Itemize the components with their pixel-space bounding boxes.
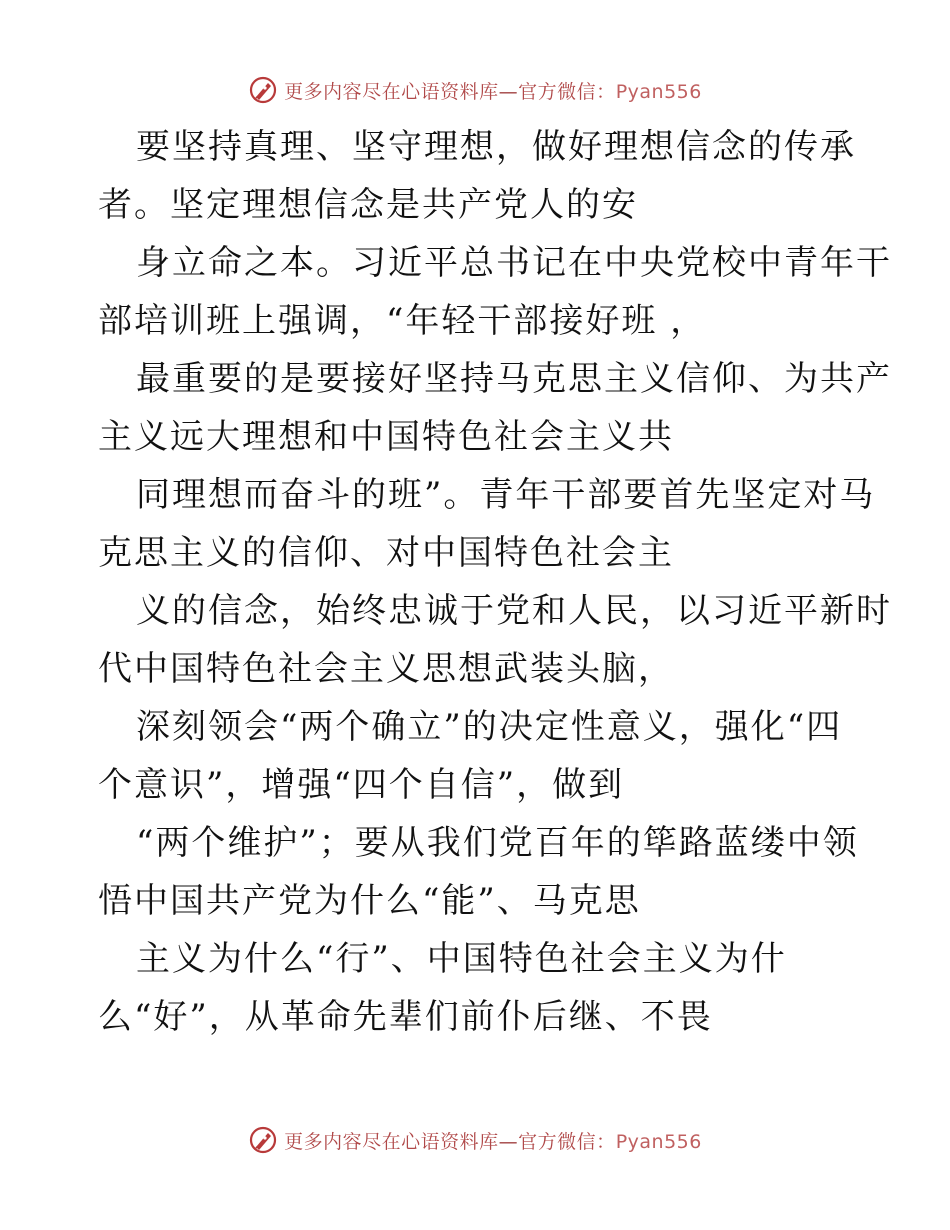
footer-banner — [0, 1120, 950, 1160]
footer-banner-text — [284, 1127, 702, 1154]
body-line: 克思主义的信仰、对中国特色社会主 — [98, 533, 674, 573]
header-banner — [0, 70, 950, 110]
body-line: 义的信念，始终忠诚于党和人民，以习近平新时 — [136, 591, 892, 631]
header-dash: — — [498, 80, 519, 103]
body-line: 么“好”，从革命先辈们前仆后继、不畏 — [98, 997, 713, 1037]
footer-banner-inner — [248, 1125, 702, 1155]
header-wechat-id: Pyan556 — [615, 80, 702, 103]
header-wechat-label: 官方微信： — [518, 80, 616, 103]
header-banner-inner — [248, 75, 702, 105]
body-line: 悟中国共产党为什么“能”、马克思 — [98, 881, 641, 921]
body-line: 主义为什么“行”、中国特色社会主义为什 — [136, 939, 787, 979]
body-line: 者。坚定理想信念是共产党人的安 — [98, 185, 638, 225]
body-line: 主义远大理想和中国特色社会主义共 — [98, 417, 674, 457]
pen-nib-logo-icon — [248, 1125, 278, 1155]
footer-dash: — — [498, 1130, 519, 1153]
footer-wechat-id: Pyan556 — [615, 1130, 702, 1153]
body-line: 深刻领会“两个确立”的决定性意义，强化“四 — [136, 707, 843, 747]
body-line: 代中国特色社会主义思想武装头脑， — [98, 649, 674, 689]
footer-site-label: 更多内容尽在心语资料库 — [284, 1130, 499, 1153]
header-banner-text — [284, 77, 702, 104]
body-line: 要坚持真理、坚守理想，做好理想信念的传承 — [136, 127, 856, 167]
body-line: 同理想而奋斗的班”。青年干部要首先坚定对马 — [136, 475, 876, 515]
document-body — [98, 118, 892, 1046]
header-site-label: 更多内容尽在心语资料库 — [284, 80, 499, 103]
body-line: 部培训班上强调，“年轻干部接好班 ， — [98, 301, 707, 341]
body-line: 身立命之本。习近平总书记在中央党校中青年干 — [136, 243, 892, 283]
footer-wechat-label: 官方微信： — [518, 1130, 616, 1153]
body-line: “两个维护”；要从我们党百年的筚路蓝缕中领 — [136, 823, 859, 863]
body-line: 个意识”，增强“四个自信”，做到 — [98, 765, 625, 805]
pen-nib-logo-icon — [248, 75, 278, 105]
body-line: 最重要的是要接好坚持马克思主义信仰、为共产 — [136, 359, 892, 399]
